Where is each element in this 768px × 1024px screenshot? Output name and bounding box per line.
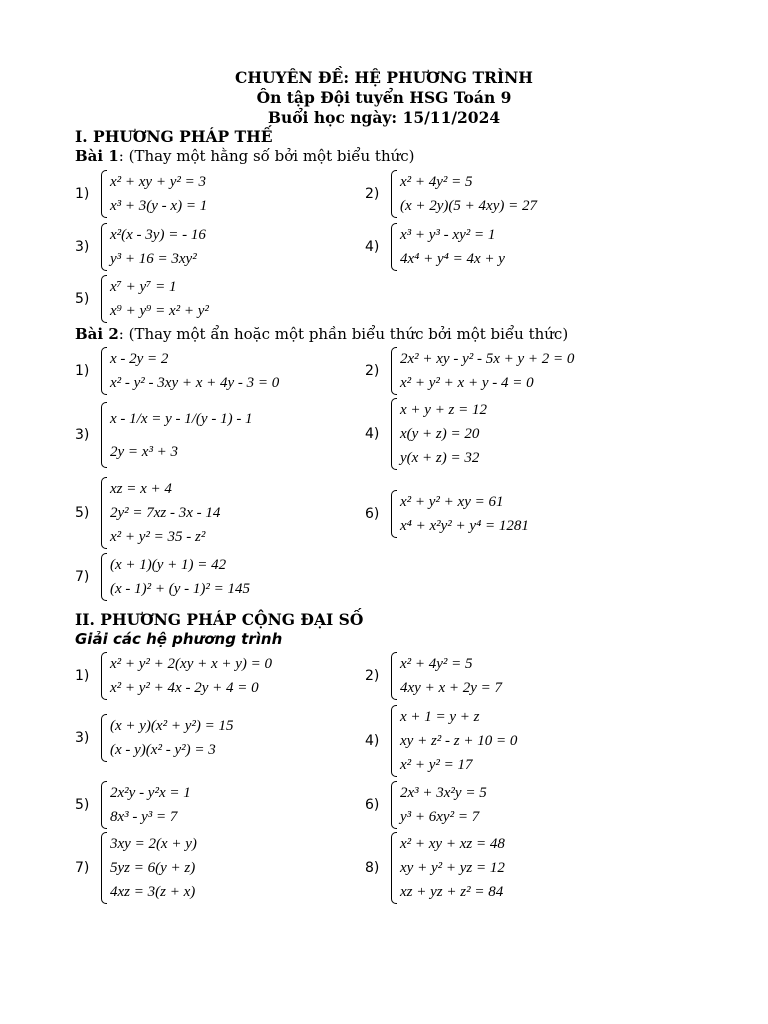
- brace: [391, 398, 397, 470]
- equation: (x + 1)(y + 1) = 42: [110, 557, 227, 573]
- bai1-problem-1: [75, 170, 207, 218]
- equation: x² + y² + x + y - 4 = 0: [400, 375, 534, 391]
- equation: x² + xy + y² = 3: [110, 174, 206, 190]
- problem-label: 5): [75, 505, 90, 521]
- problem-label: 6): [365, 797, 380, 813]
- equation: xy + z² - z + 10 = 0: [400, 733, 518, 749]
- equation: x(y + z) = 20: [400, 426, 480, 442]
- sec2-problem-6: [365, 781, 487, 829]
- equation: xy + y² + yz = 12: [400, 860, 505, 876]
- equation: 2x³ + 3x²y = 5: [400, 785, 487, 801]
- equation: x⁹ + y⁹ = x² + y²: [110, 303, 209, 319]
- equation: (x + 2y)(5 + 4xy) = 27: [400, 198, 537, 214]
- equation: x + 1 = y + z: [400, 709, 480, 725]
- section2-title: II. PHƯƠNG PHÁP CỘNG ĐẠI SỐ: [75, 610, 364, 629]
- bai1-problem-3: [75, 223, 206, 271]
- section1-title: I. PHƯƠNG PHÁP THẾ: [75, 127, 273, 146]
- problem-label: 3): [75, 239, 90, 255]
- equation: x² - y² - 3xy + x + 4y - 3 = 0: [110, 375, 280, 391]
- problem-label: 2): [365, 186, 380, 202]
- equation: 3xy = 2(x + y): [110, 836, 197, 852]
- problem-label: 8): [365, 860, 380, 876]
- problem-label: 4): [365, 239, 380, 255]
- doc-title: CHUYÊN ĐỀ: HỆ PHƯƠNG TRÌNH: [235, 68, 533, 87]
- problem-label: 7): [75, 860, 90, 876]
- equation: x⁷ + y⁷ = 1: [110, 279, 177, 295]
- brace: [101, 170, 107, 218]
- problem-label: 5): [75, 797, 90, 813]
- bai2-problem-4: [365, 398, 487, 470]
- sec2-problem-1: [75, 652, 272, 700]
- problem-label: 1): [75, 363, 90, 379]
- bai1-label: Bài 1: [75, 147, 119, 165]
- equation: x² + y² = 17: [400, 757, 473, 773]
- brace: [101, 553, 107, 601]
- equation: (x - y)(x² - y²) = 3: [110, 742, 216, 758]
- brace: [101, 402, 107, 468]
- problem-label: 1): [75, 186, 90, 202]
- brace: [101, 781, 107, 829]
- equation: x² + y² + xy = 61: [400, 494, 504, 510]
- bai2-problem-5: [75, 477, 220, 549]
- problem-label: 1): [75, 668, 90, 684]
- brace: [101, 275, 107, 323]
- equation: 8x³ - y³ = 7: [110, 809, 178, 825]
- equation: 5yz = 6(y + z): [110, 860, 196, 876]
- equation: x² + xy + xz = 48: [400, 836, 505, 852]
- equation: xz + yz + z² = 84: [400, 884, 504, 900]
- sec2-problem-8: [365, 832, 505, 904]
- equation: (x - 1)² + (y - 1)² = 145: [110, 581, 251, 597]
- equation: x³ + 3(y - x) = 1: [110, 198, 208, 214]
- sec2-problem-5: [75, 781, 191, 829]
- problem-label: 4): [365, 733, 380, 749]
- equation: y(x + z) = 32: [400, 450, 480, 466]
- sec2-problem-3: [75, 714, 233, 762]
- equation: xz = x + 4: [110, 481, 172, 497]
- brace: [391, 490, 397, 538]
- bai2-label: Bài 2: [75, 325, 119, 343]
- problem-label: 2): [365, 363, 380, 379]
- equation: x³ + y³ - xy² = 1: [400, 227, 496, 243]
- equation: 2x²y - y²x = 1: [110, 785, 191, 801]
- bai1-desc: : (Thay một hằng số bởi một biểu thức): [118, 147, 415, 165]
- problem-label: 4): [365, 426, 380, 442]
- sec2-problem-7: [75, 832, 197, 904]
- problem-label: 2): [365, 668, 380, 684]
- brace: [101, 714, 107, 762]
- problem-label: 6): [365, 506, 380, 522]
- bai2-problem-6: [365, 490, 529, 538]
- problem-label: 5): [75, 291, 90, 307]
- equation: 4x⁴ + y⁴ = 4x + y: [400, 251, 505, 267]
- equation: x + y + z = 12: [400, 402, 488, 418]
- equation: 2y = x³ + 3: [110, 443, 179, 460]
- doc-subtitle: Ôn tập Đội tuyển HSG Toán 9: [256, 88, 512, 107]
- equation: 2x² + xy - y² - 5x + y + 2 = 0: [400, 351, 575, 367]
- brace: [391, 170, 397, 218]
- equation: y³ + 16 = 3xy²: [110, 251, 197, 267]
- brace: [391, 705, 397, 777]
- equation: x - 1/x = y - 1/(y - 1) - 1: [110, 410, 253, 427]
- bai2-problem-7: [75, 553, 250, 601]
- problem-label: 3): [75, 427, 90, 443]
- bai2-desc: : (Thay một ẩn hoặc một phần biểu thức bởi một biểu thức): [118, 325, 569, 343]
- bai2-problem-1: [75, 347, 279, 395]
- bai1-problem-2: [365, 170, 537, 218]
- equation: 2y² = 7xz - 3x - 14: [110, 505, 221, 521]
- doc-date: Buổi học ngày: 15/11/2024: [267, 108, 501, 127]
- equation: x⁴ + x²y² + y⁴ = 1281: [400, 518, 529, 534]
- brace: [101, 652, 107, 700]
- equation: x² + y² + 2(xy + x + y) = 0: [110, 656, 273, 672]
- sec2-problem-4: [365, 705, 517, 777]
- brace: [101, 477, 107, 549]
- bai2-problem-3: [75, 402, 253, 468]
- sec2-problem-2: [365, 652, 502, 700]
- bai2-heading: [75, 325, 568, 343]
- equation: x² + y² + 4x - 2y + 4 = 0: [110, 680, 259, 696]
- brace: [391, 781, 397, 829]
- equation: x² + 4y² = 5: [400, 174, 473, 190]
- equation: (x + y)(x² + y²) = 15: [110, 718, 234, 734]
- brace: [391, 832, 397, 904]
- equation: 4xz = 3(z + x): [110, 884, 196, 900]
- brace: [391, 223, 397, 271]
- bai2-problem-2: [365, 347, 574, 395]
- bai1-problem-4: [365, 223, 505, 271]
- problem-label: 7): [75, 569, 90, 585]
- equation: 4xy + x + 2y = 7: [400, 680, 502, 696]
- section2-subtitle: Giải các hệ phương trình: [75, 630, 283, 648]
- brace: [391, 347, 397, 395]
- equation: x²(x - 3y) = - 16: [110, 227, 206, 243]
- equation: x - 2y = 2: [110, 351, 169, 367]
- brace: [101, 832, 107, 904]
- brace: [391, 652, 397, 700]
- equation: x² + 4y² = 5: [400, 656, 473, 672]
- brace: [101, 223, 107, 271]
- equation: y³ + 6xy² = 7: [400, 809, 480, 825]
- bai1-heading: [75, 147, 415, 165]
- bai1-problem-5: [75, 275, 209, 323]
- problem-label: 3): [75, 730, 90, 746]
- equation: x² + y² = 35 - z²: [110, 529, 206, 545]
- brace: [101, 347, 107, 395]
